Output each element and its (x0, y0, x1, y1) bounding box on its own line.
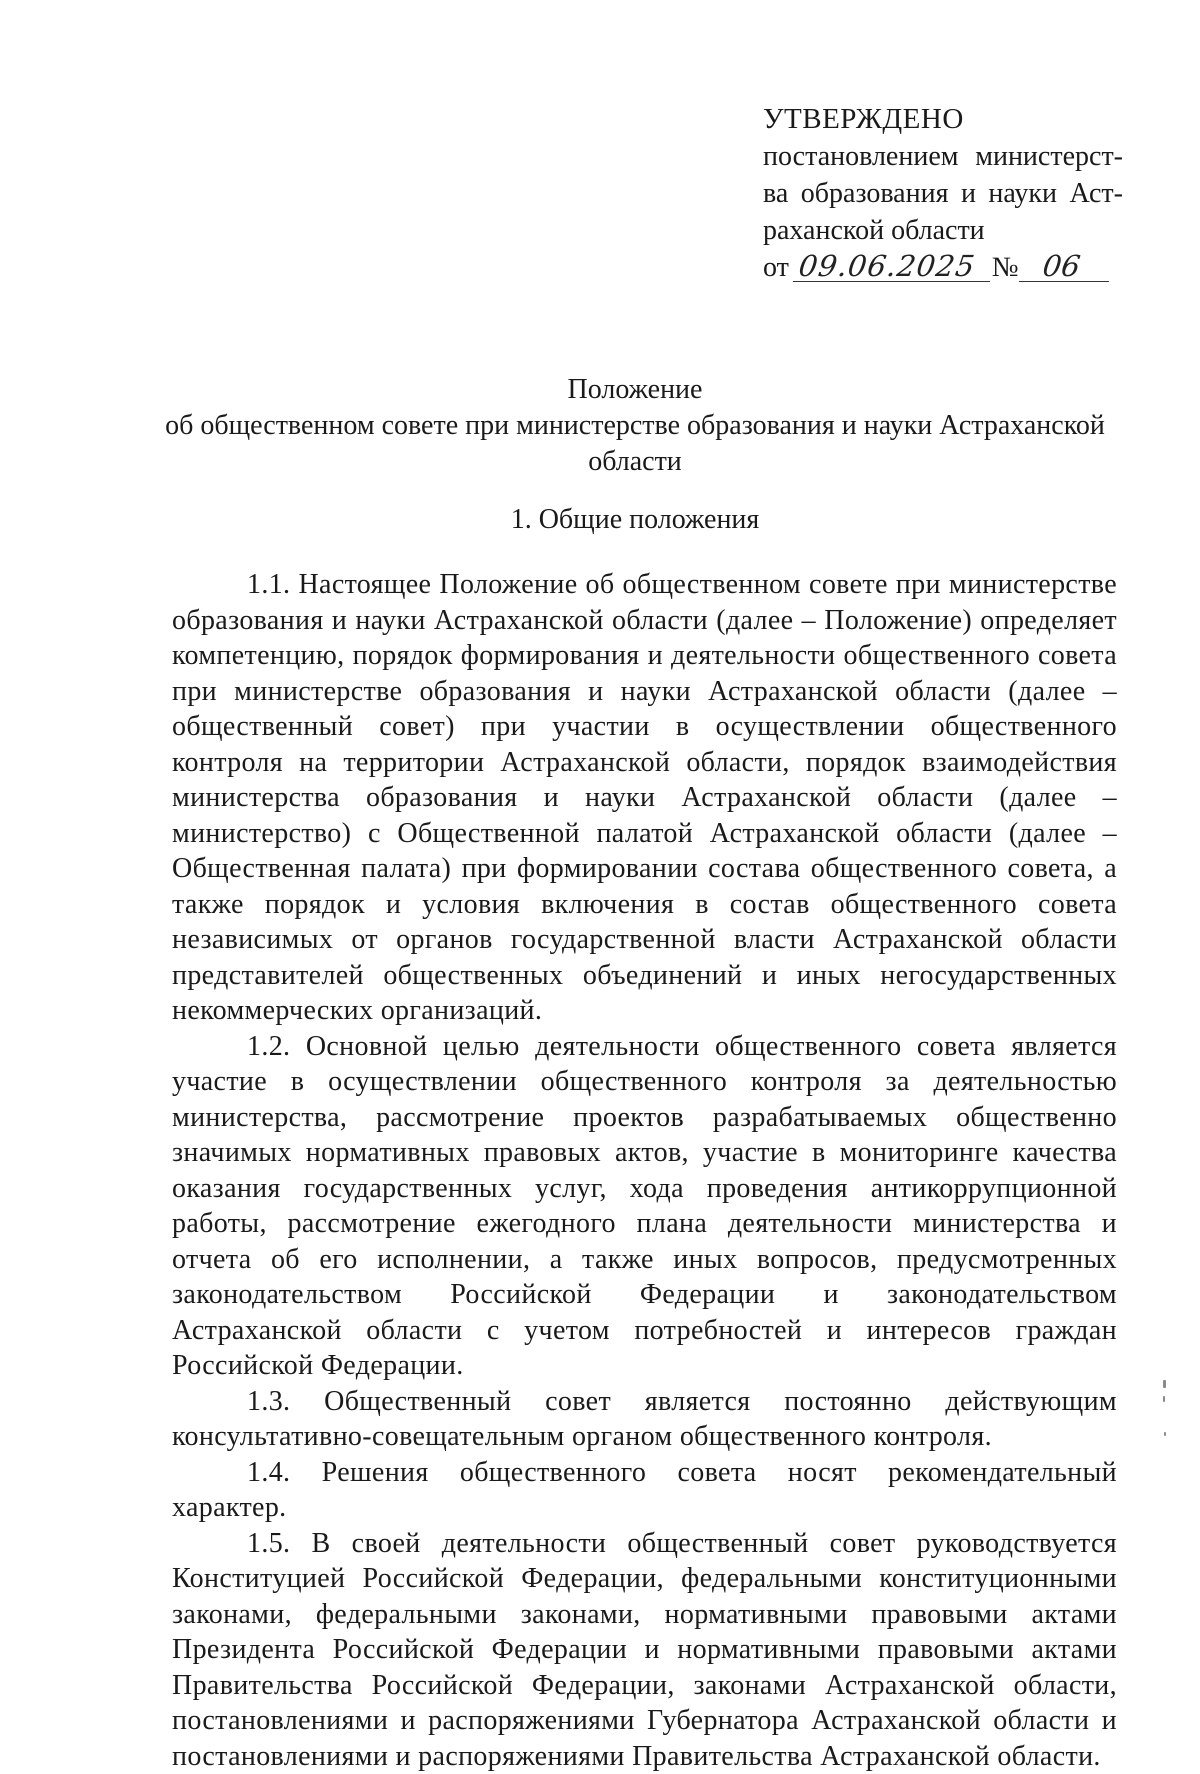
number-prefix: № (992, 249, 1019, 286)
paragraph-1-1: 1.1. Настоящее Положение об общественном совете при министерстве образования и науки Астраханской области (далее – Положение) определяет компетенцию, порядок формирования и деятельности общественного совета при министерстве образования и науки Астраханской области (далее – общественный совет) при участии в осуществлении общественного контроля на территории Астраханской области, порядок взаимодействия министерства образования и науки Астраханской области (далее – министерство) с Общественной палатой Астраханской области (далее – Общественная палата) при формировании состава общественного совета, а также порядок и условия включения в состав общественного совета независимых от органов государственной власти Астраханской области представителей общественных объединений и иных негосударственных некоммерческих организаций. (172, 567, 1117, 1029)
section-heading: 1. Общие положения (150, 502, 1120, 538)
handwritten-date: 09.06.2025 (793, 251, 994, 282)
scan-speck (1163, 1396, 1165, 1402)
document-body (172, 567, 1117, 1774)
document-subtitle: об общественном совете при министерстве образования и науки Астраханской области (150, 408, 1120, 480)
document-title-block (150, 372, 1120, 480)
approval-line-3: раханской области (763, 212, 1123, 249)
approval-date-line (763, 249, 1123, 286)
paragraph-1-2: 1.2. Основной целью деятельности общественного совета является участие в осуществлении общественного контроля за деятельностью министерства, рассмотрение проектов разрабатываемых общественно значимых нормативных правовых актов, участие в мониторинге качества оказания государственных услуг, хода проведения антикоррупционной работы, рассмотрение ежегодного плана деятельности министерства и отчета об его исполнении, а также иных вопросов, предусмотренных законодательством Российской Федерации и законодательством Астраханской области с учетом потребностей и интересов граждан Российской Федерации. (172, 1029, 1117, 1384)
paragraph-1-5: 1.5. В своей деятельности общественный совет руководствуется Конституцией Российской Федерации, федеральными конституционными законами, федеральными законами, нормативными правовыми актами Президента Российской Федерации и нормативными правовыми актами Правительства Российской Федерации, законами Астраханской области, постановлениями и распоряжениями Губернатора Астраханской области и постановлениями и распоряжениями Правительства Астраханской области. (172, 1526, 1117, 1774)
paragraph-1-4: 1.4. Решения общественного совета носят рекомендательный характер. (172, 1455, 1117, 1526)
approved-title: УТВЕРЖДЕНО (763, 101, 1123, 138)
scan-speck (1163, 1380, 1166, 1388)
approval-line-2: ва образования и науки Аст- (763, 175, 1123, 212)
approval-stamp (763, 101, 1123, 286)
document-title: Положение (150, 372, 1120, 408)
date-prefix: от (763, 249, 789, 286)
approval-line-1: постановлением министерст- (763, 138, 1123, 175)
handwritten-number: 06 (1018, 251, 1112, 282)
scan-speck (1164, 1432, 1166, 1436)
paragraph-1-3: 1.3. Общественный совет является постоянно действующим консультативно-совещательным органом общественного контроля. (172, 1384, 1117, 1455)
